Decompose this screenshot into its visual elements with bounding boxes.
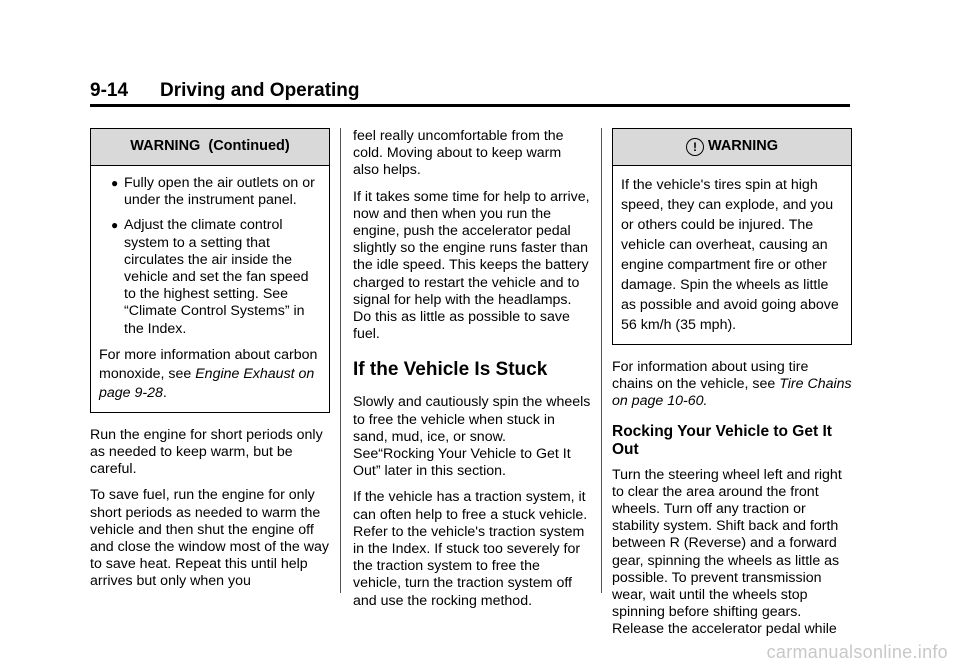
body-paragraph: feel really uncomfortable from the cold. Moving about to keep warm also helps. (353, 128, 564, 179)
column-2 (353, 128, 591, 619)
body-paragraph: If it takes some time for help to arrive, now and then when you run the engine, push the accelerator pedal slightly so the engine runs faster than the idle speed. This keeps the battery charged to restart the vehicle and to signal for help with the headlamps. Do this as little as possible to save fuel. (353, 188, 590, 343)
warning-title: WARNING (707, 138, 779, 155)
warning-header (613, 129, 851, 166)
page-number: 9-14 (90, 80, 129, 101)
body-paragraph: Turn the steering wheel left and right to clear the area around the front wheels. Turn off any traction or stability system. Shift back and forth between R (Reverse) and a forward gear, spinning the wheels as little as possible. To prevent transmission wear, wait until the wheels stop spinning before shifting gears. Release the accelerator pedal while (612, 466, 842, 638)
info-paragraph (612, 359, 852, 411)
body-paragraph: If the vehicle has a traction system, it can often help to free a stuck vehicle. Refer to the vehicle's traction system in the Index. If stuck too severely for the traction system to free the vehicle, turn the traction system off and use the rocking method. (353, 489, 588, 609)
warning-box-continued (90, 128, 330, 413)
alert-icon: ! (686, 138, 704, 156)
page-header (90, 82, 850, 107)
warning-body (613, 166, 851, 344)
bullet-icon: ● (111, 176, 119, 190)
cross-reference-link[interactable]: Engine Exhaust on page 9-28 (99, 365, 315, 401)
warning-text: If the vehicle's tires spin at high speed, they can explode, and you or others could be injured. The vehicle can overheat, causing an engine compartment fire or other damage. Spin the wheels as little as possible and avoid going above 56 km/h (35 mph). (621, 177, 839, 333)
bullet-text: Adjust the climate control system to a setting that circulates the air inside the vehicle and set the fan speed to the highest setting. See “Climate Control Systems” in the Index. (124, 217, 309, 337)
warning-box (612, 128, 852, 345)
warning-tail-text: For more information about carbon monoxide, see (99, 346, 318, 382)
warning-bullet (99, 217, 321, 337)
warning-tail-end: . (162, 384, 167, 401)
subsection-heading: Rocking Your Vehicle to Get It Out (612, 422, 832, 458)
column-divider (601, 128, 602, 593)
column-1 (90, 128, 330, 600)
body-paragraph: To save fuel, run the engine for only short periods as needed to warm the vehicle and then shut the engine off and close the window most of the way to save heat. Repeat this until help arrives but only when you (90, 487, 329, 590)
section-title: Driving and Operating (160, 80, 360, 101)
watermark: carmanualsonline.info (766, 642, 948, 662)
body-paragraph: Run the engine for short periods only as needed to keep warm, but be careful. (90, 426, 323, 478)
section-heading: If the Vehicle Is Stuck (353, 359, 548, 381)
warning-tail (99, 346, 321, 403)
bullet-icon: ● (111, 218, 119, 233)
column-divider (340, 128, 341, 593)
info-text: For information about using tire chains on the vehicle, see (612, 359, 809, 393)
warning-body (91, 166, 329, 412)
warning-bullet (99, 175, 321, 209)
warning-title: WARNING (Continued) (130, 138, 290, 155)
body-paragraph: Slowly and cautiously spin the wheels to free the vehicle when stuck in sand, mud, ice, or snow. See“Rocking Your Vehicle to Get It Out” later in this section. (353, 394, 591, 480)
column-3 (612, 128, 852, 648)
cross-reference-link[interactable]: Tire Chains on page 10-60. (612, 376, 852, 410)
warning-header (91, 129, 329, 166)
bullet-text: Fully open the air outlets on or under the instrument panel. (124, 175, 315, 209)
